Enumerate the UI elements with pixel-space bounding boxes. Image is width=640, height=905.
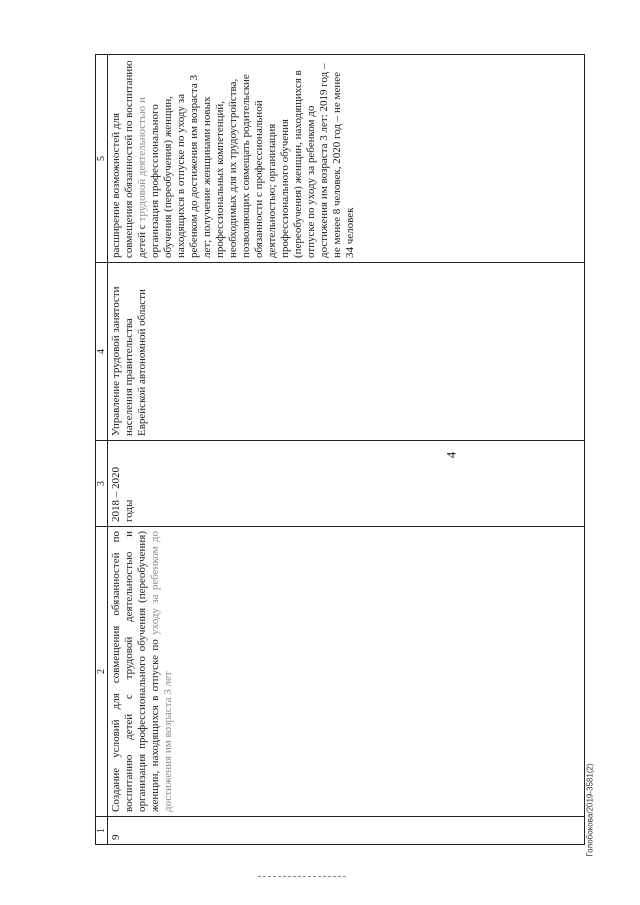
table-header-row (96, 55, 108, 845)
measure-text: Создание условий для совмещения обязанностей по воспитанию детей с трудовой деятельностью и организация профессионального обучения (переобучения) женщин, находящихся в отпуске по (110, 531, 161, 812)
measures-table (95, 54, 585, 845)
header-col-1: 1 (96, 817, 108, 845)
result-text-rest: организация профессионального обучения (переобучения) женщин, находящихся в отпуске по уходу за ребенком до достижения им возраста 3 лет; получение женщинами новых профессиональных компетенций, необходимых для их трудоустройства, позволяющих совмещать родительские обязанности с профессиональной деятельностью; организация профессионального обучения (переобучения) женщин, находящихся в отпуске по уходу за ребенком до достижения им возраста 3 лет: 2019 год – не менее 8 человек, 2020 год – не менее 34 человек (149, 63, 356, 258)
row-number: 9 (108, 817, 585, 845)
table-row (108, 55, 585, 845)
result-cell (108, 55, 585, 263)
measure-cell (108, 527, 585, 817)
result-text-faded: трудовой деятельностью и (136, 97, 148, 222)
header-col-2: 2 (96, 527, 108, 817)
period-cell: 2018 – 2020 годы (108, 441, 585, 527)
result-text-top: расширение возможностей для совмещения обязанностей по воспитанию детей с (110, 60, 148, 258)
document-stamp: Голобокова/2019-3581(2) (585, 763, 595, 857)
measure-text-faded: уходу за ребенком до достижения им возраста 3 лет (149, 530, 174, 812)
executor-cell: Управление трудовой занятости населения правительства Еврейской автономной области (108, 263, 585, 441)
page-number: 4 (443, 451, 459, 459)
header-col-3: 3 (96, 441, 108, 527)
scan-artifact-line (258, 876, 346, 877)
header-col-4: 4 (96, 263, 108, 441)
header-col-5: 5 (96, 55, 108, 263)
rotated-table-container (95, 55, 585, 845)
